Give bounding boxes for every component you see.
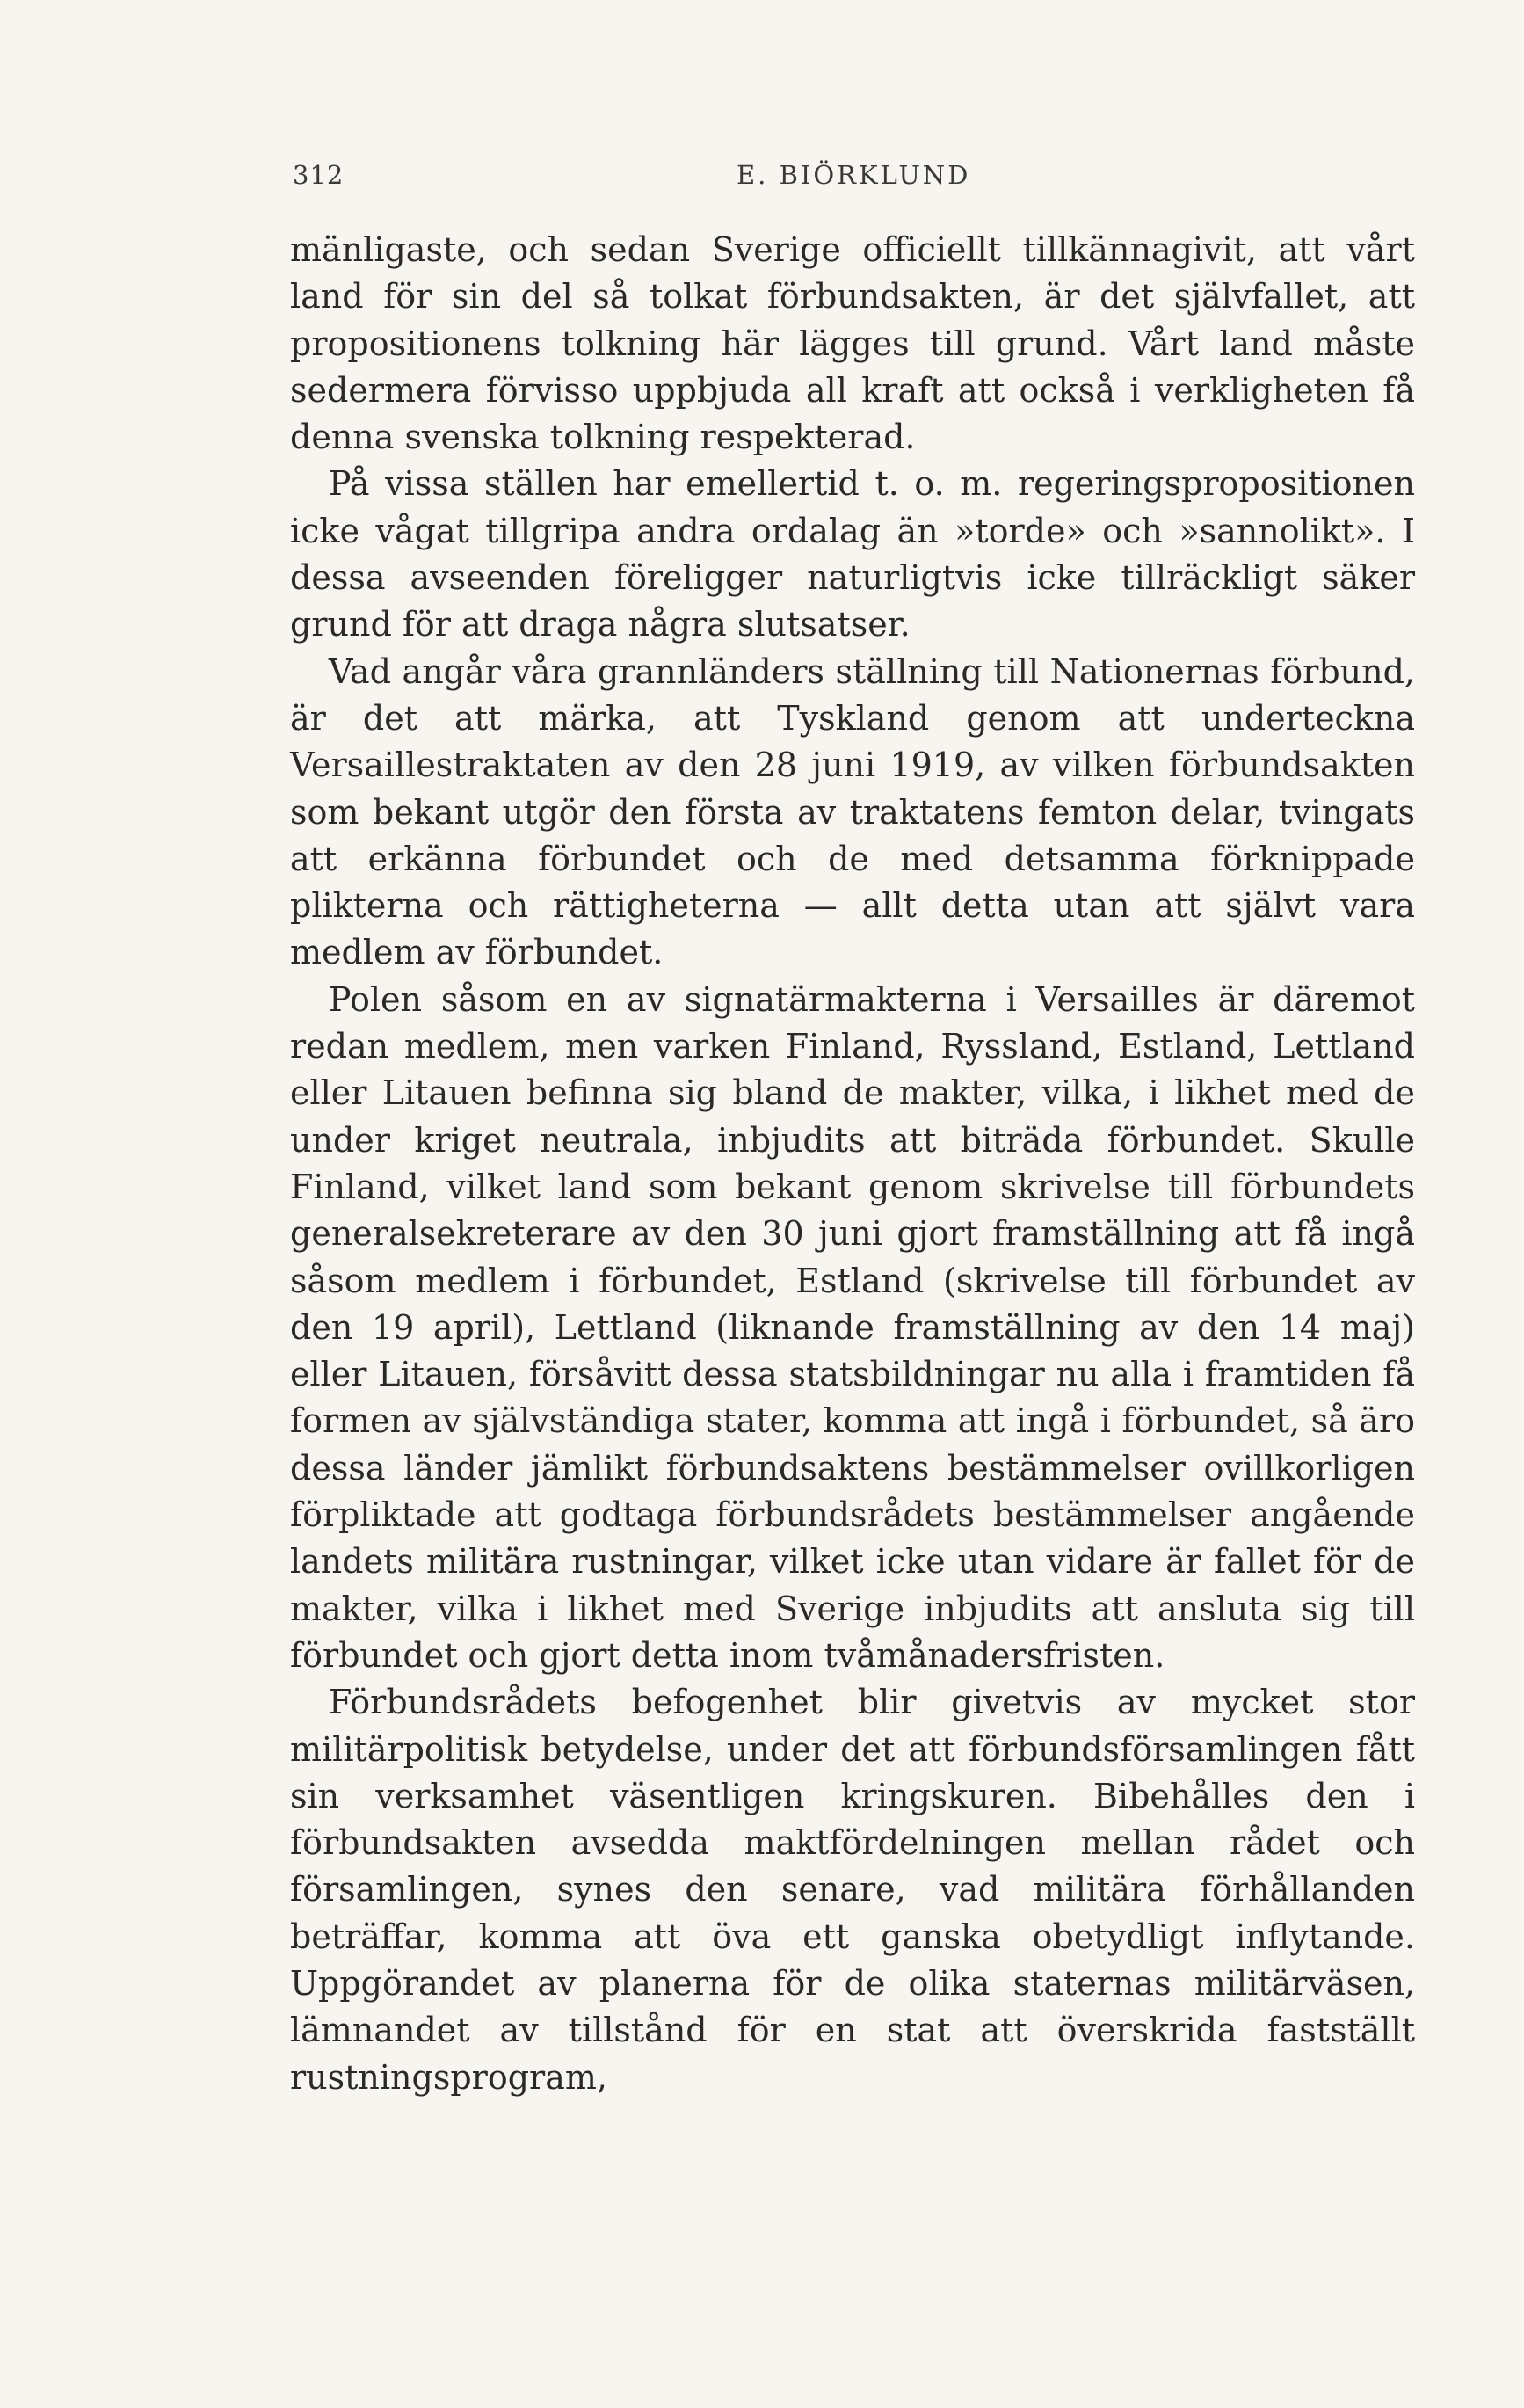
page-number: 312 — [293, 160, 345, 190]
paragraph: På vissa ställen har emellertid t. o. m. regeringspropositionen icke vågat tillgripa andra ordalag än »torde» och »sannolikt». I dessa avseenden föreligger naturligtvis icke tillräckligt säker grund för att draga några slutsatser. — [290, 464, 1415, 644]
paragraph: mänligaste, och sedan Sverige officiellt tillkännagivit, att vårt land för sin del så tolkat förbundsakten, är det självfallet, att propositionens tolkning här lägges till grund. Vårt land måste sedermera förvisso uppbjuda all kraft att också i verkligheten få denna svenska tolkning respekterad. — [290, 230, 1415, 457]
running-head-author: E. BIÖRKLUND — [737, 160, 971, 190]
paragraph: Vad angår våra grannländers ställning till Nationernas förbund, är det att märka, att Tyskland genom att underteckna Versaillestraktaten av den 28 juni 1919, av vilken förbundsakten som bekant utgör den första av traktatens femton delar, tvingats att erkänna förbundet och de med detsamma förknippade plikterna och rättigheterna — allt detta utan att självt vara medlem av förbundet. — [290, 651, 1415, 972]
paragraph: Förbundsrådets befogenhet blir givetvis av mycket stor militärpolitisk betydelse, under det att förbundsförsamlingen fått sin verksamhet väsentligen kringskuren. Bibehålles den i förbundsakten avsedda maktfördelningen mellan rådet och församlingen, synes den senare, vad militära förhållanden beträffar, komma att öva ett ganska obetydligt inflytande. Uppgörandet av planerna för de olika staternas militärväsen, lämnandet av tillstånd för en stat att överskrida fastställt rustningsprogram, — [290, 1683, 1415, 2097]
paragraph: Polen såsom en av signatärmakterna i Versailles är däremot redan medlem, men varken Finland, Ryssland, Estland, Lettland eller Litauen befinna sig bland de makter, vilka, i likhet med de under kriget neutrala, inbjudits att biträda förbundet. Skulle Finland, vilket land som bekant genom skrivelse till förbundets generalsekreterare av den 30 juni gjort framställning att få ingå såsom medlem i förbundet, Estland (skrivelse till förbundet av den 19 april), Lettland (liknande framställning av den 14 maj) eller Litauen, försåvitt dessa statsbildningar nu alla i framtiden få formen av självständiga stater, komma att ingå i förbundet, så äro dessa länder jämlikt förbundsaktens bestämmelser ovillkorligen förpliktade att godtaga förbundsrådets bestämmelser angående landets militära rustningar, vilket icke utan vidare är fallet för de makter, vilka i likhet med Sverige inbjudits att ansluta sig till förbundet och gjort detta inom tvåmånadersfristen. — [290, 979, 1415, 1675]
body-text — [290, 227, 1415, 2101]
running-head — [293, 160, 1432, 195]
